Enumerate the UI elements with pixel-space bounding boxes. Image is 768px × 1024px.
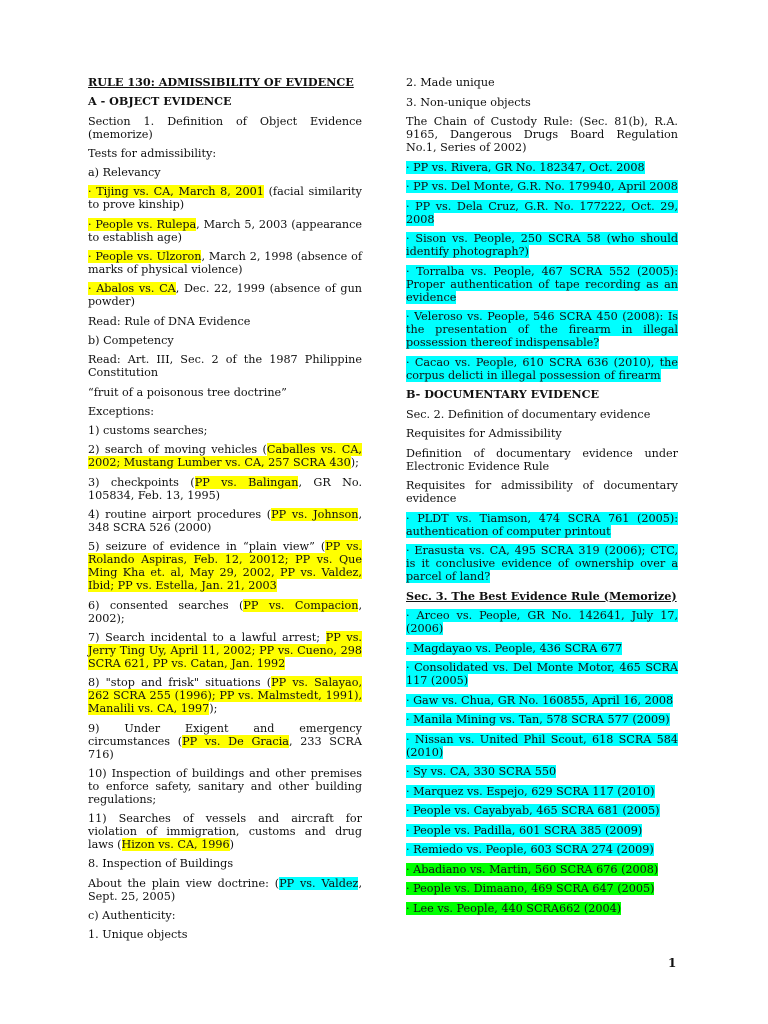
- right-paragraph-12: [406, 427, 678, 440]
- right-paragraph-16: [406, 544, 678, 583]
- highlighted-citation: PP vs. Salayao, 262 SCRA 255 (1996); PP vs. Malmstedt, 1991), Manalili vs. CA, 1997: [88, 676, 362, 716]
- highlighted-citation: · People vs. Ulzoron: [88, 250, 202, 264]
- text-run: ): [229, 838, 234, 852]
- right-paragraph-1: [406, 96, 678, 109]
- left-paragraph-14: [88, 424, 362, 437]
- right-paragraph-4: [406, 180, 678, 193]
- right-paragraph-20: [406, 661, 678, 687]
- highlighted-citation: PP vs. Johnson: [271, 508, 359, 522]
- text-run: 7) Search incidental to a lawful arrest;: [88, 630, 326, 644]
- left-paragraph-6: [88, 218, 362, 244]
- left-paragraph-25: [88, 857, 362, 870]
- right-paragraph-18: [406, 609, 678, 635]
- text-run: Read: Art. III, Sec. 2 of the 1987 Philippine Constitution: [88, 353, 362, 380]
- left-paragraph-18: [88, 540, 362, 592]
- text-run: 3. Non-unique objects: [406, 95, 531, 109]
- highlighted-citation: · PP vs. Dela Cruz, G.R. No. 177222, Oct. 29, 2008: [406, 199, 678, 226]
- text-run: 6) consented searches (: [88, 598, 244, 612]
- left-paragraph-26: [88, 877, 362, 903]
- left-paragraph-2: [88, 115, 362, 141]
- text-run: 8. Inspection of Buildings: [88, 857, 234, 871]
- right-paragraph-11: [406, 408, 678, 421]
- right-paragraph-30: [406, 882, 678, 895]
- right-paragraph-7: [406, 265, 678, 304]
- highlighted-citation: · Lee vs. People, 440 SCRA662 (2004): [406, 901, 622, 915]
- left-paragraph-3: [88, 147, 362, 160]
- left-paragraph-11: [88, 353, 362, 379]
- text-run: , GR No. 105834, Feb. 13, 1995): [88, 475, 363, 502]
- right-paragraph-24: [406, 765, 678, 778]
- left-paragraph-20: [88, 631, 362, 670]
- left-paragraph-21: [88, 676, 362, 715]
- text-run: Requisites for Admissibility: [406, 427, 562, 440]
- highlighted-citation: · Arceo vs. People, GR No. 142641, July 17, (2006): [406, 609, 678, 635]
- text-run: 1. Unique objects: [88, 928, 188, 942]
- text-run: About the plain view doctrine: (: [88, 876, 280, 890]
- right-paragraph-29: [406, 863, 678, 876]
- right-paragraph-19: [406, 642, 678, 655]
- text-run: 5) seizure of evidence in “plain view” (: [88, 540, 326, 554]
- highlighted-citation: · People vs. Dimaano, 469 SCRA 647 (2005): [406, 882, 655, 895]
- right-paragraph-21: [406, 694, 678, 707]
- right-paragraph-27: [406, 824, 678, 837]
- text-run: Read: Rule of DNA Evidence: [88, 314, 251, 328]
- right-paragraph-0: [406, 76, 678, 89]
- right-paragraph-10: [406, 388, 678, 401]
- text-run: “fruit of a poisonous tree doctrine”: [88, 385, 287, 399]
- highlighted-citation: · PP vs. Rivera, GR No. 182347, Oct. 2008: [406, 160, 645, 174]
- text-run: 11) Searches of vessels and aircraft for violation of immigration, customs and drug laws (: [88, 812, 362, 852]
- highlighted-citation: · People vs. Cayabyab, 465 SCRA 681 (2005): [406, 804, 660, 817]
- left-paragraph-24: [88, 812, 362, 851]
- right-paragraph-13: [406, 447, 678, 473]
- highlighted-citation: · Erasusta vs. CA, 495 SCRA 319 (2006); CTC, is it conclusive evidence of ownership over a parcel of land?: [406, 544, 678, 583]
- highlighted-citation: · Tijing vs. CA, March 8, 2001: [88, 185, 264, 199]
- text-run: (facial similarity to prove kinship): [88, 185, 362, 212]
- text-run: RULE 130: ADMISSIBILITY OF EVIDENCE: [88, 75, 354, 89]
- text-run: Section 1. Definition of Object Evidence (memorize): [88, 114, 362, 141]
- left-paragraph-9: [88, 315, 362, 328]
- left-paragraph-17: [88, 508, 362, 534]
- highlighted-citation: · Sison vs. People, 250 SCRA 58 (who should identify photograph?): [406, 232, 678, 258]
- right-paragraph-9: [406, 356, 678, 382]
- highlighted-citation: · Manila Mining vs. Tan, 578 SCRA 577 (2009): [406, 713, 670, 726]
- right-paragraph-14: [406, 479, 678, 505]
- text-run: Sec. 3. The Best Evidence Rule (Memorize): [406, 588, 677, 603]
- highlighted-citation: PP vs. Valdez: [279, 876, 359, 890]
- text-run: , Dec. 22, 1999 (absence of gun powder): [88, 282, 362, 309]
- text-run: Tests for admissibility:: [88, 146, 217, 160]
- highlighted-citation: · Sy vs. CA, 330 SCRA 550: [406, 765, 557, 778]
- highlighted-citation: · Cacao vs. People, 610 SCRA 636 (2010), the corpus delicti in illegal possession of firearm: [406, 355, 678, 382]
- text-run: 8) "stop and frisk" situations (: [88, 676, 272, 690]
- left-paragraph-7: [88, 250, 362, 276]
- right-paragraph-2: [406, 115, 678, 154]
- right-paragraph-15: [406, 512, 678, 538]
- text-run: Requisites for admissibility of documentary evidence: [406, 479, 678, 505]
- text-run: , March 2, 1998 (absence of marks of physical violence): [88, 250, 363, 277]
- left-paragraph-27: [88, 909, 362, 922]
- highlighted-citation: · Remiedo vs. People, 603 SCRA 274 (2009): [406, 843, 654, 856]
- text-run: c) Authenticity:: [88, 909, 176, 923]
- left-paragraph-19: [88, 599, 362, 625]
- left-paragraph-23: [88, 767, 362, 806]
- left-paragraph-0: [88, 76, 362, 89]
- left-paragraph-8: [88, 282, 362, 308]
- text-run: A - OBJECT EVIDENCE: [88, 94, 232, 109]
- left-column: [88, 76, 362, 948]
- highlighted-citation: PP vs. Compacion: [243, 598, 359, 612]
- left-paragraph-1: [88, 95, 362, 108]
- text-run: Definition of documentary evidence under Electronic Evidence Rule: [406, 446, 678, 473]
- highlighted-citation: · People vs. Padilla, 601 SCRA 385 (2009): [406, 823, 643, 837]
- highlighted-citation: · Consolidated vs. Del Monte Motor, 465 SCRA 117 (2005): [406, 661, 678, 687]
- left-paragraph-5: [88, 185, 362, 211]
- left-paragraph-28: [88, 928, 362, 941]
- text-run: The Chain of Custody Rule: (Sec. 81(b), R.A. 9165, Dangerous Drugs Board Regulation No.1, Series of 2002): [406, 115, 678, 154]
- highlighted-citation: · Abadiano vs. Martin, 560 SCRA 676 (2008): [406, 862, 659, 876]
- highlighted-citation: · PLDT vs. Tiamson, 474 SCRA 761 (2005): authentication of computer printout: [406, 511, 678, 538]
- right-paragraph-23: [406, 733, 678, 759]
- highlighted-citation: · People vs. Rulepa: [88, 217, 197, 231]
- right-paragraph-3: [406, 161, 678, 174]
- highlighted-citation: PP vs. Rolando Aspiras, Feb. 12, 20012; PP vs. Que Ming Kha et. al, May 29, 2002, PP vs. Valdez, Ibid; PP vs. Estella, Jan. 21, 2003: [88, 540, 362, 593]
- right-column: [406, 76, 678, 921]
- text-run: 2. Made unique: [406, 76, 495, 89]
- right-paragraph-25: [406, 785, 678, 798]
- text-run: , March 5, 2003 (appearance to establish age): [88, 217, 362, 244]
- left-paragraph-15: [88, 443, 362, 469]
- text-run: 10) Inspection of buildings and other premises to enforce safety, sanitary and other building regulations;: [88, 766, 362, 806]
- highlighted-citation: Hizon vs. CA, 1996: [121, 838, 230, 852]
- highlighted-citation: · Torralba vs. People, 467 SCRA 552 (2005): Proper authentication of tape recording as an evidence: [406, 264, 678, 304]
- highlighted-citation: PP vs. De Gracia: [182, 734, 289, 748]
- right-paragraph-26: [406, 804, 678, 817]
- left-paragraph-10: [88, 334, 362, 347]
- text-run: 4) routine airport procedures (: [88, 508, 272, 522]
- text-run: , 348 SCRA 526 (2000): [88, 508, 362, 535]
- highlighted-citation: · Gaw vs. Chua, GR No. 160855, April 16, 2008: [406, 693, 674, 707]
- right-paragraph-22: [406, 713, 678, 726]
- text-run: , 233 SCRA 716): [88, 734, 363, 761]
- right-paragraph-28: [406, 843, 678, 856]
- left-paragraph-13: [88, 405, 362, 418]
- right-paragraph-6: [406, 232, 678, 258]
- text-run: , 2002);: [88, 598, 362, 625]
- text-run: );: [350, 456, 359, 470]
- right-paragraph-31: [406, 902, 678, 915]
- highlighted-citation: PP vs. Balingan: [194, 475, 299, 489]
- right-paragraph-5: [406, 200, 678, 226]
- highlighted-citation: PP vs. Jerry Ting Uy, April 11, 2002; PP vs. Cueno, 298 SCRA 621, PP vs. Catan, Jan. 1992: [88, 630, 362, 670]
- highlighted-citation: · Nissan vs. United Phil Scout, 618 SCRA 584 (2010): [406, 732, 678, 759]
- highlighted-citation: · PP vs. Del Monte, G.R. No. 179940, April 2008: [406, 180, 678, 193]
- left-paragraph-16: [88, 476, 362, 502]
- left-paragraph-12: [88, 386, 362, 399]
- highlighted-citation: · Veleroso vs. People, 546 SCRA 450 (2008): Is the presentation of the firearm in illegal possession thereof indispensable?: [406, 310, 678, 349]
- highlighted-citation: Caballes vs. CA, 2002; Mustang Lumber vs. CA, 257 SCRA 430: [88, 443, 362, 470]
- highlighted-citation: · Abalos vs. CA: [88, 282, 176, 296]
- right-paragraph-17: [406, 590, 678, 603]
- text-run: 9) Under Exigent and emergency circumstances (: [88, 721, 362, 748]
- highlighted-citation: · Marquez vs. Espejo, 629 SCRA 117 (2010): [406, 784, 655, 798]
- text-run: b) Competency: [88, 333, 174, 347]
- left-paragraph-22: [88, 722, 362, 761]
- text-run: B- DOCUMENTARY EVIDENCE: [406, 387, 599, 401]
- text-run: Sec. 2. Definition of documentary evidence: [406, 407, 651, 421]
- text-run: , Sept. 25, 2005): [88, 876, 362, 903]
- right-paragraph-8: [406, 310, 678, 349]
- text-run: a) Relevancy: [88, 166, 161, 180]
- left-paragraph-4: [88, 166, 362, 179]
- text-run: Exceptions:: [88, 404, 155, 418]
- text-run: );: [209, 702, 218, 716]
- text-run: 1) customs searches;: [88, 424, 208, 438]
- text-run: 3) checkpoints (: [88, 475, 195, 489]
- text-run: 2) search of moving vehicles (: [88, 443, 267, 457]
- page-number: 1: [668, 956, 677, 970]
- highlighted-citation: · Magdayao vs. People, 436 SCRA 677: [406, 641, 623, 655]
